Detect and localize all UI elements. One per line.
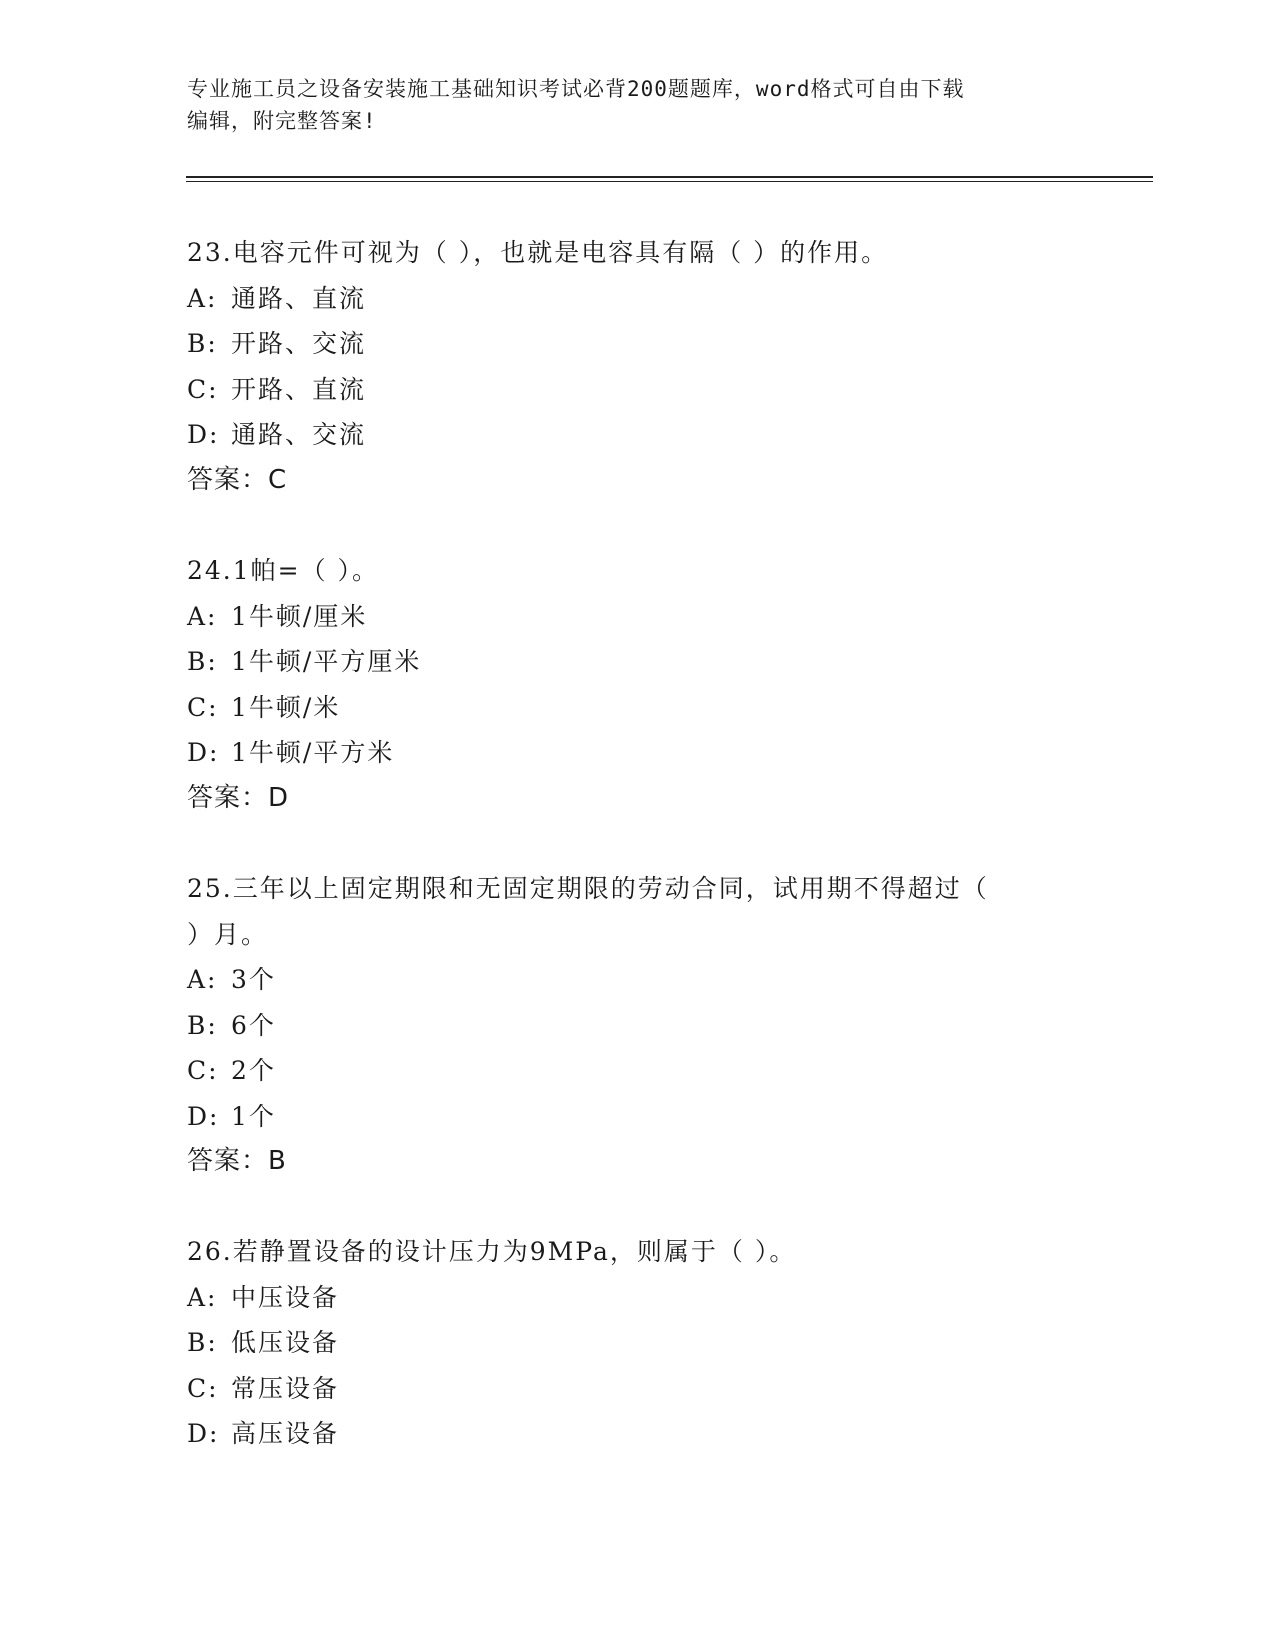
option-text: 中压设备 — [231, 1282, 340, 1312]
option-label: C: — [187, 1373, 219, 1403]
option-b — [187, 1320, 1087, 1366]
option-c — [187, 367, 1087, 413]
option-text: 低压设备 — [231, 1328, 340, 1357]
header-line-2: 编辑，附完整答案! — [187, 109, 377, 133]
option-a — [187, 594, 1087, 640]
option-c — [187, 685, 1087, 731]
option-label: B: — [187, 647, 218, 676]
option-text: 常压设备 — [231, 1373, 340, 1403]
option-text: 1牛顿/厘米 — [231, 601, 368, 631]
option-label: A: — [187, 601, 218, 631]
question-stem: 25.三年以上固定期限和无固定期限的劳动合同，试用期不得超过（ — [187, 874, 989, 903]
option-text: 开路、直流 — [231, 374, 367, 404]
option-text: 通路、交流 — [231, 420, 367, 449]
option-label: B: — [187, 1010, 218, 1040]
option-text: 1牛顿/平方米 — [231, 738, 395, 767]
document-header — [187, 73, 1067, 137]
option-d — [187, 412, 1087, 458]
option-text: 3个 — [231, 965, 276, 994]
option-label: D: — [187, 420, 220, 449]
option-label: D: — [187, 1419, 220, 1448]
option-text: 通路、直流 — [231, 283, 367, 313]
answer-line: 答案：C — [187, 464, 288, 495]
option-a — [187, 1275, 1087, 1321]
question-stem-continued: ）月。 — [187, 919, 269, 949]
option-label: B: — [187, 1328, 218, 1357]
option-text: 开路、交流 — [231, 329, 367, 358]
question-26 — [187, 1229, 1087, 1457]
answer-line: 答案：B — [187, 1146, 287, 1176]
option-b — [187, 1003, 1087, 1049]
option-text: 1牛顿/平方厘米 — [231, 647, 422, 676]
option-label: A: — [187, 1282, 218, 1312]
option-d — [187, 1411, 1087, 1457]
question-stem: 23.电容元件可视为（ ），也就是电容具有隔（ ）的作用。 — [187, 238, 889, 267]
option-text: 1牛顿/米 — [231, 692, 341, 722]
option-b — [187, 639, 1087, 685]
header-divider — [186, 176, 1153, 178]
option-d — [187, 730, 1087, 776]
option-a — [187, 957, 1087, 1003]
option-label: C: — [187, 374, 219, 404]
option-label: D: — [187, 1101, 220, 1131]
option-text: 6个 — [231, 1010, 276, 1040]
option-label: B: — [187, 329, 218, 358]
option-text: 1个 — [231, 1101, 276, 1131]
header-line-1: 专业施工员之设备安装施工基础知识考试必背200题题库，word格式可自由下载 — [187, 77, 965, 101]
option-label: D: — [187, 738, 220, 767]
option-label: C: — [187, 692, 219, 722]
option-c — [187, 1366, 1087, 1412]
question-23 — [187, 230, 1087, 503]
option-label: A: — [187, 965, 218, 994]
question-stem: 26.若静置设备的设计压力为9MPa，则属于（ ）。 — [187, 1237, 797, 1266]
question-25 — [187, 866, 1087, 1185]
option-a — [187, 276, 1087, 322]
header-divider-thin — [186, 181, 1153, 182]
question-stem: 24.1帕=（ ）。 — [187, 556, 380, 585]
option-text: 高压设备 — [231, 1419, 340, 1448]
answer-line: 答案：D — [187, 782, 290, 813]
option-c — [187, 1048, 1087, 1094]
option-text: 2个 — [231, 1056, 276, 1085]
option-label: C: — [187, 1056, 219, 1085]
option-d — [187, 1094, 1087, 1140]
option-label: A: — [187, 283, 218, 313]
option-b — [187, 321, 1087, 367]
question-24 — [187, 548, 1087, 821]
